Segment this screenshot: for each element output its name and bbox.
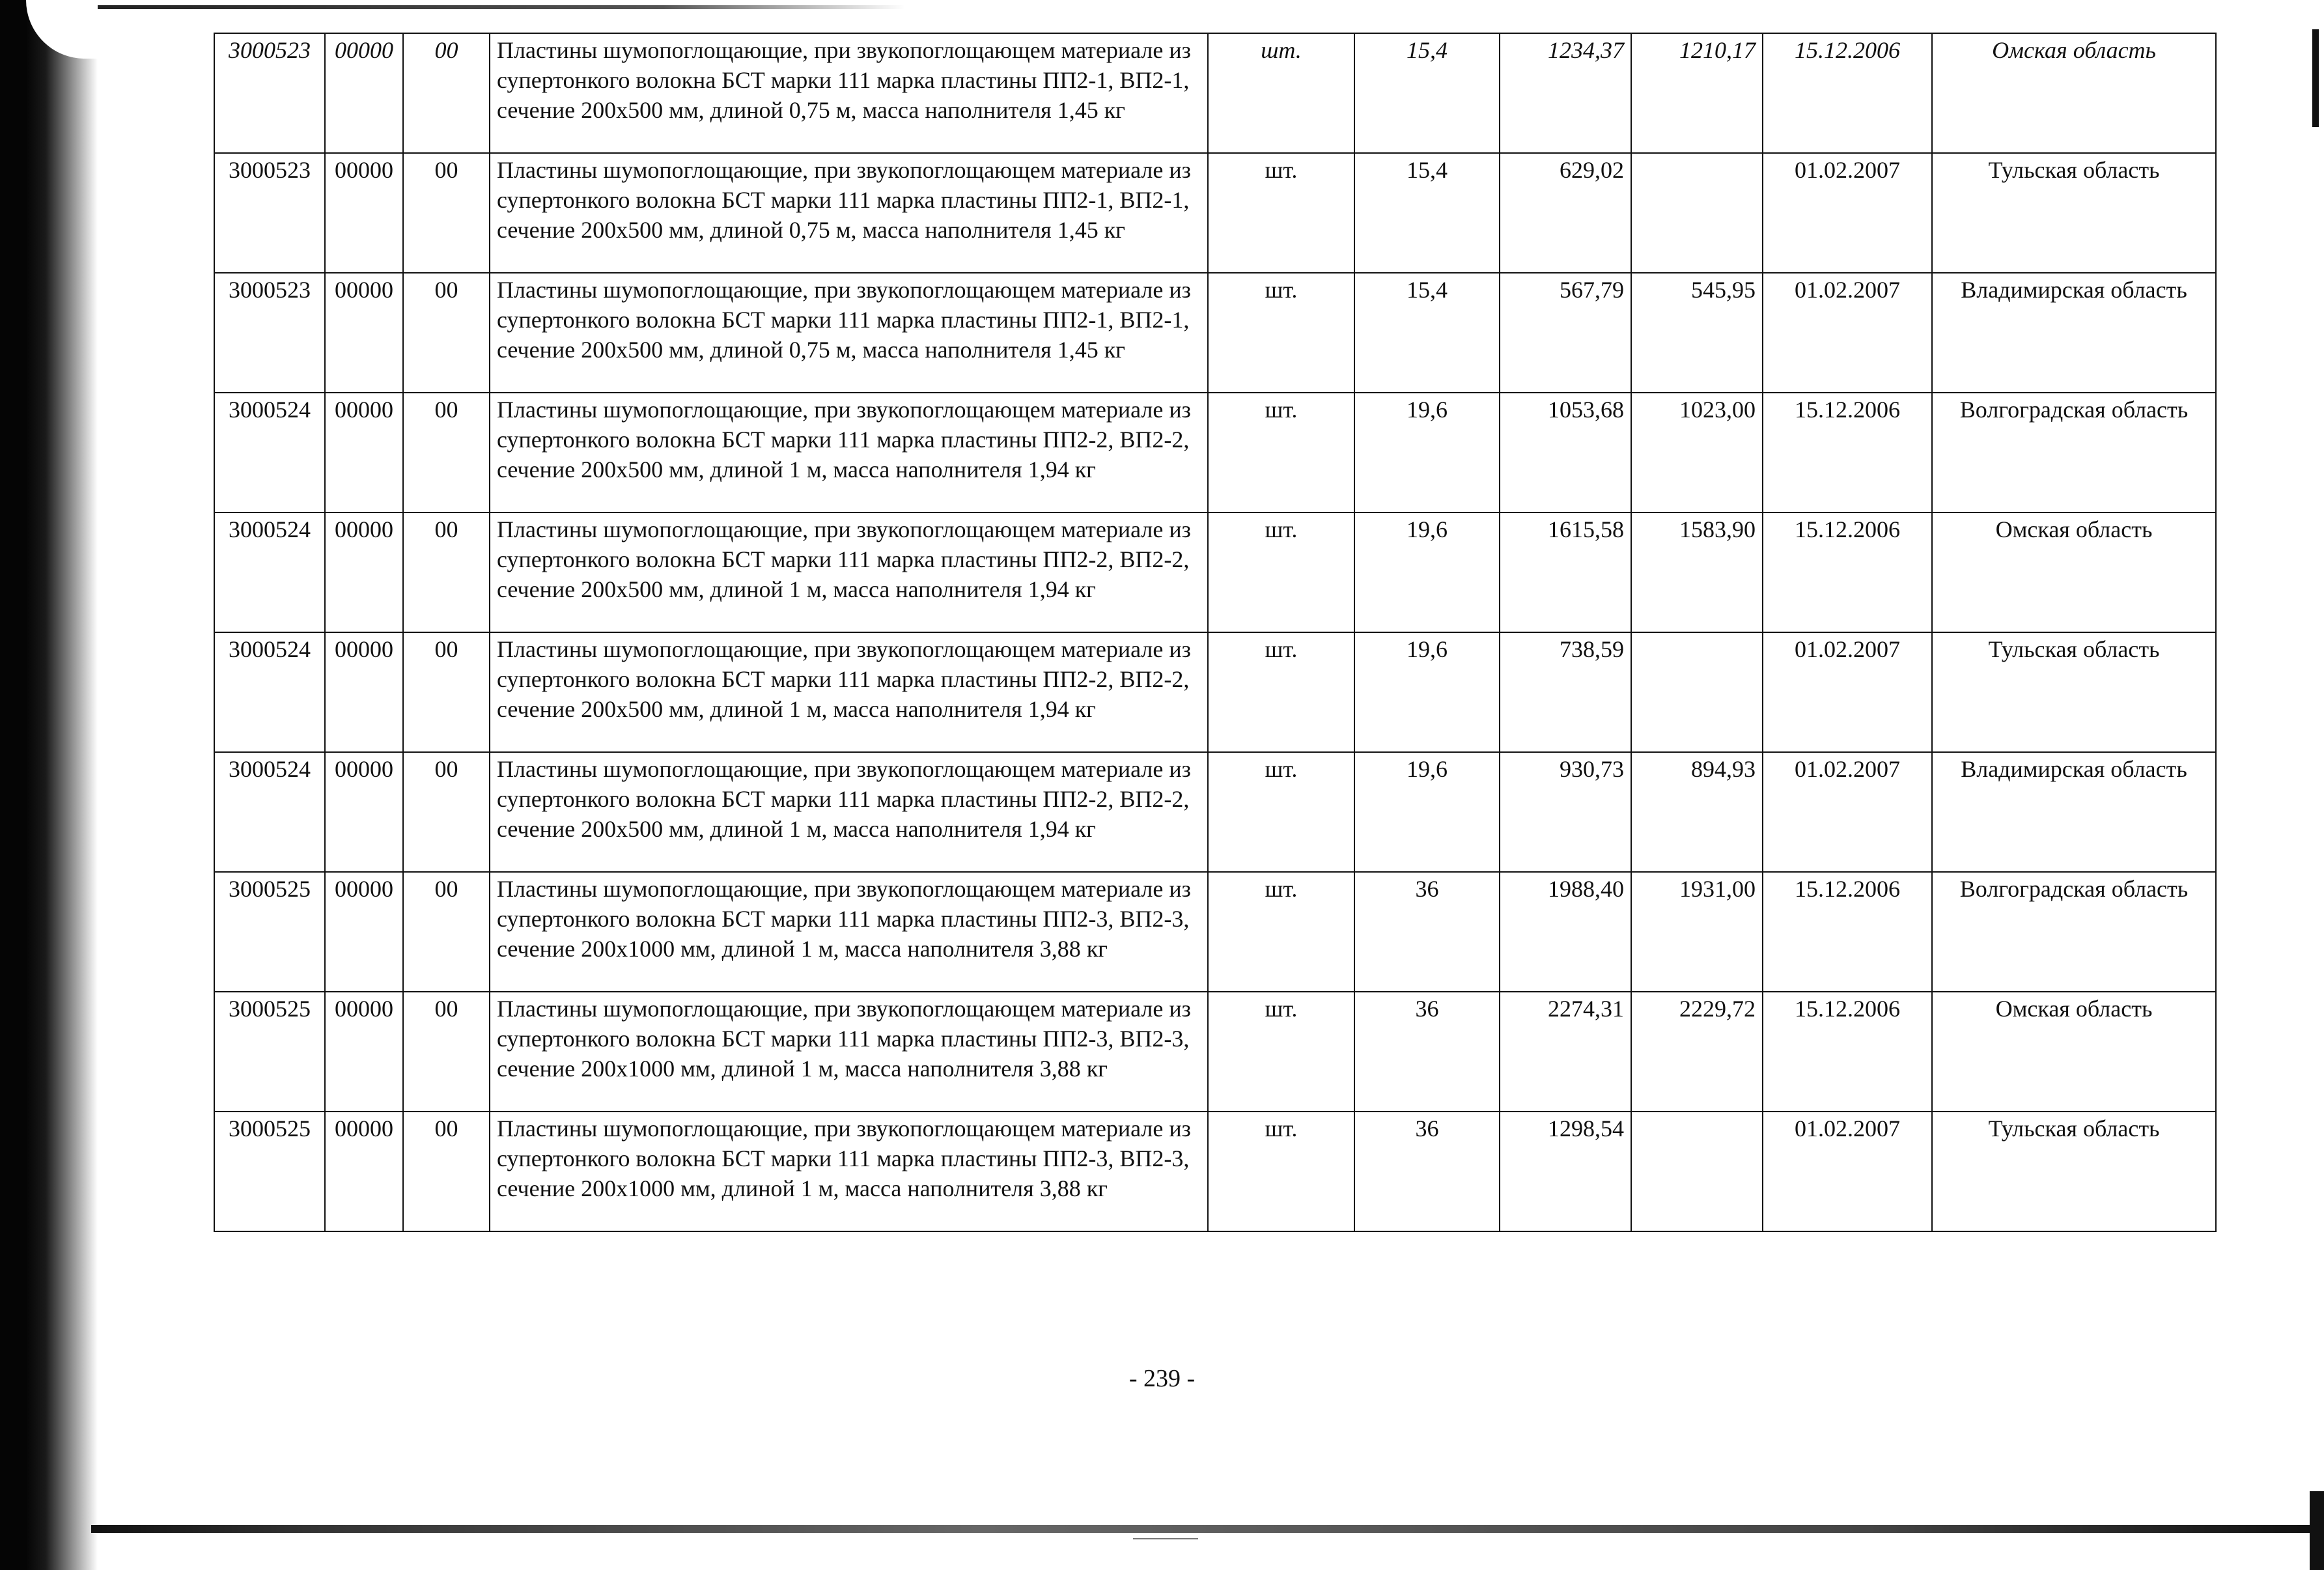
table-row bbox=[214, 1112, 2216, 1231]
cell-code: 3000523 bbox=[214, 153, 325, 273]
cell-subcode: 00000 bbox=[325, 512, 403, 632]
cell-unit: шт. bbox=[1208, 1112, 1354, 1231]
cell-price-2: 1023,00 bbox=[1631, 393, 1763, 512]
cell-norm: 19,6 bbox=[1354, 632, 1500, 752]
table-row bbox=[214, 752, 2216, 872]
cell-region: Волгоградская область bbox=[1932, 393, 2216, 512]
cell-description: Пластины шумопоглощающие, при звукопоглощающем материале из супертонкого волокна БСТ марки 111 марка пластины ПП2-2, ВП2-2, сечение 200х500 мм, длиной 1 м, масса наполнителя 1,94 кг bbox=[490, 632, 1208, 752]
cell-unit: шт. bbox=[1208, 752, 1354, 872]
table-row bbox=[214, 393, 2216, 512]
cell-price-2: 1583,90 bbox=[1631, 512, 1763, 632]
cell-unit: шт. bbox=[1208, 273, 1354, 393]
cell-variant: 00 bbox=[403, 153, 490, 273]
table-row bbox=[214, 632, 2216, 752]
price-table bbox=[214, 33, 2217, 1232]
cell-subcode: 00000 bbox=[325, 273, 403, 393]
cell-norm: 36 bbox=[1354, 1112, 1500, 1231]
cell-subcode: 00000 bbox=[325, 872, 403, 992]
cell-date: 15.12.2006 bbox=[1763, 992, 1932, 1112]
cell-variant: 00 bbox=[403, 872, 490, 992]
cell-unit: шт. bbox=[1208, 632, 1354, 752]
cell-date: 01.02.2007 bbox=[1763, 273, 1932, 393]
cell-date: 01.02.2007 bbox=[1763, 632, 1932, 752]
cell-variant: 00 bbox=[403, 752, 490, 872]
cell-description: Пластины шумопоглощающие, при звукопоглощающем материале из супертонкого волокна БСТ марки 111 марка пластины ПП2-1, ВП2-1, сечение 200х500 мм, длиной 0,75 м, масса наполнителя 1,45 кг bbox=[490, 153, 1208, 273]
cell-description: Пластины шумопоглощающие, при звукопоглощающем материале из супертонкого волокна БСТ марки 111 марка пластины ПП2-2, ВП2-2, сечение 200х500 мм, длиной 1 м, масса наполнителя 1,94 кг bbox=[490, 393, 1208, 512]
cell-region: Омская область bbox=[1932, 992, 2216, 1112]
cell-variant: 00 bbox=[403, 1112, 490, 1231]
table-body bbox=[214, 33, 2216, 1231]
scan-bottom-right-mark bbox=[2310, 1491, 2324, 1570]
cell-norm: 19,6 bbox=[1354, 393, 1500, 512]
cell-variant: 00 bbox=[403, 393, 490, 512]
cell-subcode: 00000 bbox=[325, 632, 403, 752]
table-row bbox=[214, 512, 2216, 632]
cell-description: Пластины шумопоглощающие, при звукопоглощающем материале из супертонкого волокна БСТ марки 111 марка пластины ПП2-1, ВП2-1, сечение 200х500 мм, длиной 0,75 м, масса наполнителя 1,45 кг bbox=[490, 273, 1208, 393]
cell-subcode: 00000 bbox=[325, 1112, 403, 1231]
scan-bottom-line bbox=[91, 1525, 2312, 1533]
scan-right-mark bbox=[2312, 29, 2319, 127]
cell-description: Пластины шумопоглощающие, при звукопоглощающем материале из супертонкого волокна БСТ марки 111 марка пластины ПП2-3, ВП2-3, сечение 200х1000 мм, длиной 1 м, масса наполнителя 3,88 кг bbox=[490, 872, 1208, 992]
cell-norm: 15,4 bbox=[1354, 153, 1500, 273]
cell-date: 01.02.2007 bbox=[1763, 752, 1932, 872]
cell-description: Пластины шумопоглощающие, при звукопоглощающем материале из супертонкого волокна БСТ марки 111 марка пластины ПП2-2, ВП2-2, сечение 200х500 мм, длиной 1 м, масса наполнителя 1,94 кг bbox=[490, 752, 1208, 872]
cell-date: 01.02.2007 bbox=[1763, 153, 1932, 273]
table-row bbox=[214, 153, 2216, 273]
cell-norm: 19,6 bbox=[1354, 512, 1500, 632]
cell-region: Владимирская область bbox=[1932, 752, 2216, 872]
cell-code: 3000524 bbox=[214, 393, 325, 512]
cell-region: Тульская область bbox=[1932, 153, 2216, 273]
page-number: - 239 - bbox=[1128, 1365, 1196, 1392]
table-row bbox=[214, 33, 2216, 153]
cell-price-2: 2229,72 bbox=[1631, 992, 1763, 1112]
cell-norm: 19,6 bbox=[1354, 752, 1500, 872]
cell-date: 15.12.2006 bbox=[1763, 393, 1932, 512]
cell-code: 3000524 bbox=[214, 752, 325, 872]
cell-region: Волгоградская область bbox=[1932, 872, 2216, 992]
cell-price-2 bbox=[1631, 1112, 1763, 1231]
cell-variant: 00 bbox=[403, 33, 490, 153]
cell-price-2: 545,95 bbox=[1631, 273, 1763, 393]
cell-description: Пластины шумопоглощающие, при звукопоглощающем материале из супертонкого волокна БСТ марки 111 марка пластины ПП2-3, ВП2-3, сечение 200х1000 мм, длиной 1 м, масса наполнителя 3,88 кг bbox=[490, 992, 1208, 1112]
cell-price-1: 629,02 bbox=[1500, 153, 1631, 273]
cell-region: Тульская область bbox=[1932, 632, 2216, 752]
table-row bbox=[214, 273, 2216, 393]
cell-date: 15.12.2006 bbox=[1763, 872, 1932, 992]
cell-description: Пластины шумопоглощающие, при звукопоглощающем материале из супертонкого волокна БСТ марки 111 марка пластины ПП2-3, ВП2-3, сечение 200х1000 мм, длиной 1 м, масса наполнителя 3,88 кг bbox=[490, 1112, 1208, 1231]
cell-description: Пластины шумопоглощающие, при звукопоглощающем материале из супертонкого волокна БСТ марки 111 марка пластины ПП2-1, ВП2-1, сечение 200х500 мм, длиной 0,75 м, масса наполнителя 1,45 кг bbox=[490, 33, 1208, 153]
cell-region: Владимирская область bbox=[1932, 273, 2216, 393]
cell-price-1: 567,79 bbox=[1500, 273, 1631, 393]
cell-norm: 36 bbox=[1354, 992, 1500, 1112]
cell-code: 3000523 bbox=[214, 273, 325, 393]
cell-price-1: 1988,40 bbox=[1500, 872, 1631, 992]
cell-unit: шт. bbox=[1208, 512, 1354, 632]
cell-variant: 00 bbox=[403, 512, 490, 632]
cell-subcode: 00000 bbox=[325, 992, 403, 1112]
cell-price-1: 2274,31 bbox=[1500, 992, 1631, 1112]
cell-code: 3000523 bbox=[214, 33, 325, 153]
cell-variant: 00 bbox=[403, 992, 490, 1112]
cell-code: 3000525 bbox=[214, 1112, 325, 1231]
cell-norm: 15,4 bbox=[1354, 273, 1500, 393]
cell-price-1: 930,73 bbox=[1500, 752, 1631, 872]
cell-variant: 00 bbox=[403, 273, 490, 393]
cell-price-1: 1298,54 bbox=[1500, 1112, 1631, 1231]
scan-bottom-mark bbox=[1133, 1538, 1198, 1539]
cell-subcode: 00000 bbox=[325, 153, 403, 273]
table-row bbox=[214, 872, 2216, 992]
scan-top-line bbox=[98, 5, 905, 9]
cell-unit: шт. bbox=[1208, 992, 1354, 1112]
scan-left-edge bbox=[0, 0, 98, 1570]
cell-norm: 36 bbox=[1354, 872, 1500, 992]
cell-subcode: 00000 bbox=[325, 393, 403, 512]
cell-date: 01.02.2007 bbox=[1763, 1112, 1932, 1231]
cell-price-1: 1234,37 bbox=[1500, 33, 1631, 153]
cell-price-2: 1210,17 bbox=[1631, 33, 1763, 153]
cell-code: 3000524 bbox=[214, 512, 325, 632]
cell-subcode: 00000 bbox=[325, 33, 403, 153]
cell-code: 3000525 bbox=[214, 992, 325, 1112]
cell-code: 3000524 bbox=[214, 632, 325, 752]
table-row bbox=[214, 992, 2216, 1112]
cell-unit: шт. bbox=[1208, 153, 1354, 273]
cell-date: 15.12.2006 bbox=[1763, 512, 1932, 632]
cell-description: Пластины шумопоглощающие, при звукопоглощающем материале из супертонкого волокна БСТ марки 111 марка пластины ПП2-2, ВП2-2, сечение 200х500 мм, длиной 1 м, масса наполнителя 1,94 кг bbox=[490, 512, 1208, 632]
cell-unit: шт. bbox=[1208, 872, 1354, 992]
cell-region: Омская область bbox=[1932, 33, 2216, 153]
cell-price-2: 1931,00 bbox=[1631, 872, 1763, 992]
cell-price-1: 738,59 bbox=[1500, 632, 1631, 752]
cell-region: Тульская область bbox=[1932, 1112, 2216, 1231]
cell-price-2 bbox=[1631, 153, 1763, 273]
cell-unit: шт. bbox=[1208, 33, 1354, 153]
cell-code: 3000525 bbox=[214, 872, 325, 992]
cell-subcode: 00000 bbox=[325, 752, 403, 872]
cell-price-1: 1053,68 bbox=[1500, 393, 1631, 512]
cell-variant: 00 bbox=[403, 632, 490, 752]
cell-price-2 bbox=[1631, 632, 1763, 752]
cell-region: Омская область bbox=[1932, 512, 2216, 632]
cell-price-2: 894,93 bbox=[1631, 752, 1763, 872]
cell-norm: 15,4 bbox=[1354, 33, 1500, 153]
cell-unit: шт. bbox=[1208, 393, 1354, 512]
cell-price-1: 1615,58 bbox=[1500, 512, 1631, 632]
cell-date: 15.12.2006 bbox=[1763, 33, 1932, 153]
